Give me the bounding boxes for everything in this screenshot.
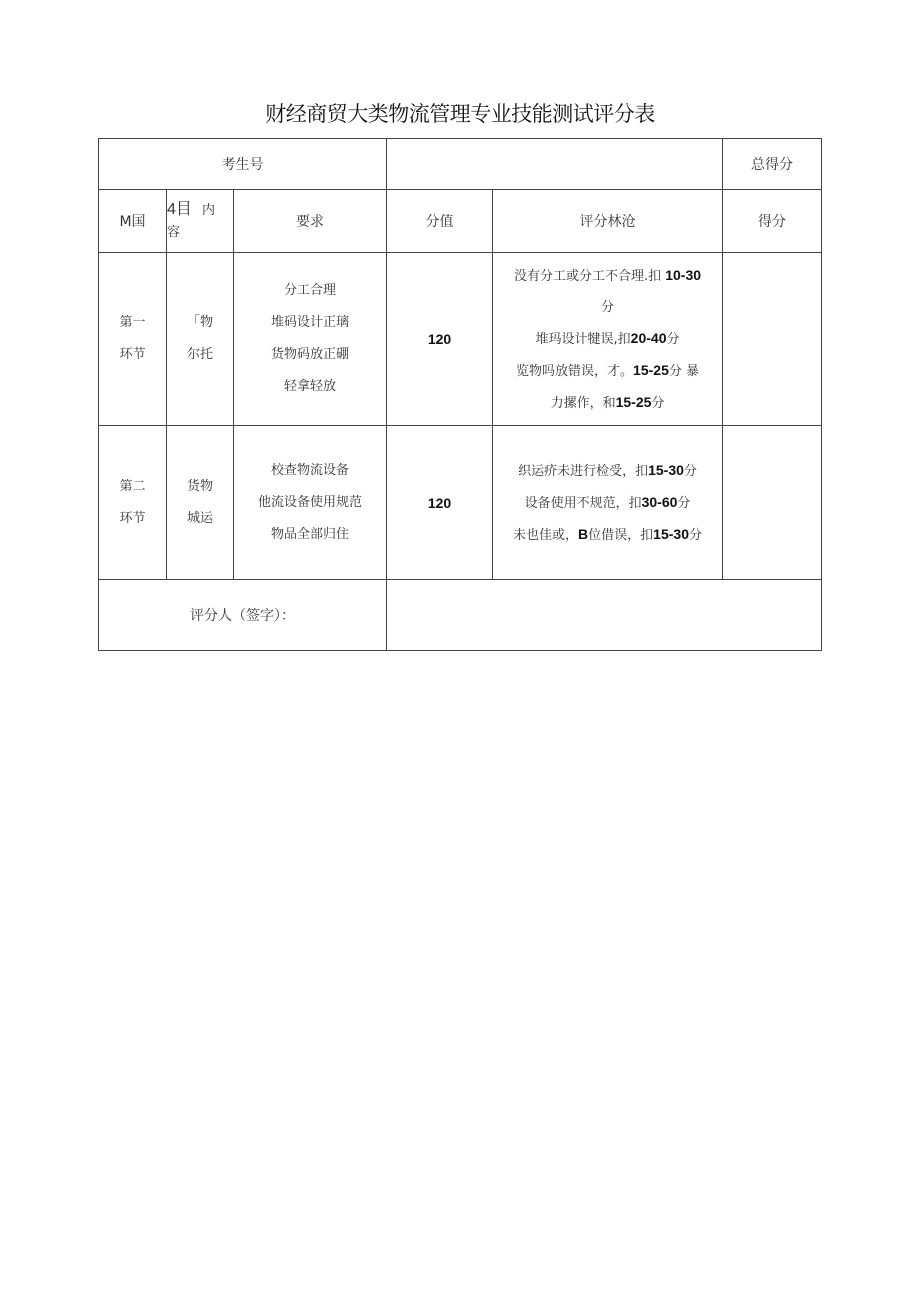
page-title: 财经商贸大类物流管理专业技能测试评分表	[265, 102, 655, 126]
table-row	[99, 253, 822, 426]
col-link-header: M国	[99, 190, 167, 253]
header-row	[99, 139, 822, 190]
table-row	[99, 426, 822, 580]
total-score-label: 总得分	[723, 139, 822, 190]
signer-label: 评分人（签字）：	[99, 580, 387, 651]
points-cell: 120	[387, 253, 493, 426]
link-cell: 第二 环节	[99, 426, 167, 580]
scoring-table	[98, 138, 822, 651]
col-score-header: 得分	[723, 190, 822, 253]
score-input-cell[interactable]	[723, 253, 822, 426]
criteria-cell: 织运疥未进行检受，扣15-30分 设备使用不规范，扣30-60分 未也佳或，B位借误，扣15-30分	[493, 426, 723, 580]
signer-field[interactable]	[387, 580, 822, 651]
requirement-cell: 校查物流设备 他流设备使用规范 物品全部归住	[234, 426, 387, 580]
col-criteria-header: 评分林沧	[493, 190, 723, 253]
item-cell: 「物 尔托	[167, 253, 234, 426]
item-cell: 货物 城运	[167, 426, 234, 580]
footer-row	[99, 580, 822, 651]
exam-number-label: 考生号	[99, 139, 387, 190]
column-header-row	[99, 190, 822, 253]
criteria-cell: 没有分工或分工不合理.扣 10-30 分 堆玛设计犍误,扣20-40分 览物吗放错误，才。15-25分 暴 力摞作，和15-25分	[493, 253, 723, 426]
exam-number-field[interactable]	[387, 139, 723, 190]
requirement-cell: 分工合理 堆码设计正璃 货物码放正硼 轻拿轻放	[234, 253, 387, 426]
col-item-header: 4目 内 容	[167, 190, 234, 253]
col-points-header: 分值	[387, 190, 493, 253]
link-cell: 第一 环节	[99, 253, 167, 426]
col-requirement-header: 要求	[234, 190, 387, 253]
score-input-cell[interactable]	[723, 426, 822, 580]
points-cell: 120	[387, 426, 493, 580]
